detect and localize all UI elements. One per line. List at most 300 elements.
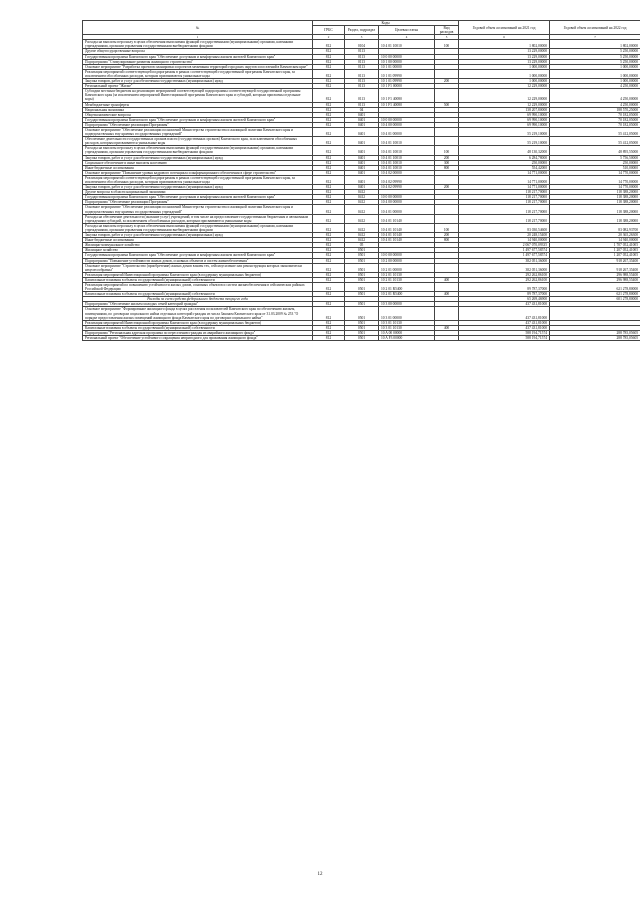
row-target: 10 3 00 00000 (379, 302, 435, 307)
row-name: Межбюджетные трансферты (83, 102, 313, 107)
row-target: 10 4 01 00000 (379, 205, 435, 214)
row-value-2021: 13 229,00000 (459, 59, 550, 64)
row-section: 04 (345, 107, 379, 112)
row-section: 0401 (345, 137, 379, 146)
row-grbs: 812 (313, 84, 345, 89)
row-section: 0501 (345, 263, 379, 272)
row-grbs: 812 (313, 59, 345, 64)
row-value-2022: 20 365,26300 (550, 233, 640, 238)
row-value-2022: 14 940,00000 (550, 238, 640, 243)
row-target: 10 1 F1 00000 (379, 84, 435, 89)
row-name: Другие вопросы в области национальной экономики (83, 190, 313, 195)
row-grbs: 812 (313, 89, 345, 102)
row-value-2022: 296 988,55400 (550, 277, 640, 282)
row-value-2021: 12 229,00000 (459, 102, 550, 107)
row-section: 0401 (345, 155, 379, 160)
row-grbs: 812 (313, 243, 345, 248)
row-value-2021: 89 787,37000 (459, 282, 550, 291)
row-value-2022: 288 785,05605 (550, 330, 640, 335)
row-name: Реализация мероприятий Инвестиционной программы Камчатского края (в поддержку муниципальных бюджетов) (83, 320, 313, 325)
row-target: 10 A 00 00000 (379, 330, 435, 335)
row-value-2022: 48 895,55000 (550, 146, 640, 155)
row-value-2021: 48 130,32000 (459, 146, 550, 155)
row-name: Подпрограмма "Обеспечение жильем молодых семей категорий граждан" (83, 302, 313, 307)
row-exp-type (435, 205, 459, 214)
row-target: 10 2 01 R5400 (379, 292, 435, 297)
row-grbs: 812 (313, 205, 345, 214)
table-row (83, 223, 640, 232)
row-value-2021: 20 248,15400 (459, 233, 550, 238)
col-index: 6 (459, 35, 550, 40)
row-target: 10 4 00 00000 (379, 200, 435, 205)
row-value-2022: 4 250,00000 (550, 102, 640, 107)
col-index: 7 (550, 35, 640, 40)
row-value-2022: 601 278,80000 (550, 297, 640, 302)
row-target: 10 0 00 00000 (379, 117, 435, 122)
row-section: 0501 (345, 258, 379, 263)
row-grbs: 812 (313, 336, 345, 341)
row-name: Жилищно-коммунальное хозяйство (83, 243, 313, 248)
row-grbs: 812 (313, 175, 345, 184)
row-name: Региональный проект "Обеспечение устойчивого сокращения непригодного для проживания жилищного фонда" (83, 336, 313, 341)
row-target: 10 4 02 09990 (379, 185, 435, 190)
header-section: Раздел, подраздел (345, 26, 379, 35)
row-value-2022: 1 000,00000 (550, 69, 640, 78)
row-value-2022: 14 770,00000 (550, 175, 640, 184)
row-value-2022 (550, 307, 640, 320)
row-name: Подпрограмма "Обеспечение реализации Программы" (83, 200, 313, 205)
row-value-2021: 1 802,00000 (459, 40, 550, 49)
row-grbs: 812 (313, 137, 345, 146)
row-section: 0401 (345, 146, 379, 155)
row-section: 0501 (345, 277, 379, 282)
row-target: 10 4 01 10140 (379, 233, 435, 238)
row-exp-type: 200 (435, 155, 459, 160)
row-section: 0501 (345, 272, 379, 277)
row-exp-type: 400 (435, 292, 459, 297)
row-section: 0501 (345, 248, 379, 253)
table-row (83, 175, 640, 184)
row-target: 10 2 00 00000 (379, 258, 435, 263)
row-name: Иные бюджетные ассигнования (83, 238, 313, 243)
row-value-2021: 588 194,71574 (459, 330, 550, 335)
row-target: 10 0 00 00000 (379, 253, 435, 258)
row-grbs: 812 (313, 69, 345, 78)
row-name: Расходы на выплаты персоналу в целях обеспечения выполнения функций государственными (муниципальными) органами, казенными учреждениями, органами управления государственными внебюджетными фондами (83, 223, 313, 232)
table-row (83, 307, 640, 320)
row-value-2022: 70 182,05000 (550, 112, 640, 117)
row-exp-type (435, 69, 459, 78)
row-exp-type: 200 (435, 79, 459, 84)
row-grbs: 812 (313, 330, 345, 335)
row-value-2022: 55 412,05000 (550, 137, 640, 146)
row-section: 0401 (345, 127, 379, 136)
header-grbs: ГРБС (313, 26, 345, 35)
row-target: 10 1 01 00000 (379, 64, 435, 69)
row-section: 0401 (345, 170, 379, 175)
row-target: 10 4 02 09990 (379, 175, 435, 184)
row-value-2021: 55 219,10000 (459, 137, 550, 146)
row-exp-type: 100 (435, 40, 459, 49)
row-grbs: 812 (313, 54, 345, 59)
row-name: Государственная программа Камчатского края "Обеспечение доступным и комфортным жильем жителей Камчатского края" (83, 54, 313, 59)
row-value-2021: 250,00000 (459, 160, 550, 165)
row-target: 10 2 01 10130 (379, 277, 435, 282)
row-exp-type (435, 263, 459, 272)
row-value-2021: 138 207,80000 (459, 107, 550, 112)
row-name: Основное мероприятие "Обеспечение реализации полномочий Министерства строительства и жилищной политики Камчатского края и подведомственных ему краевых государственных учреждений" (83, 127, 313, 136)
row-exp-type (435, 89, 459, 102)
row-section: 0501 (345, 336, 379, 341)
col-index: 3 (345, 35, 379, 40)
row-name: Реализация мероприятий Инвестиционной программы Камчатского края (в поддержку муниципальных бюджетов) (83, 272, 313, 277)
row-grbs: 812 (313, 272, 345, 277)
row-section: 0401 (345, 160, 379, 165)
row-exp-type (435, 282, 459, 291)
row-section: 0412 (345, 195, 379, 200)
row-section: 0501 (345, 320, 379, 325)
row-value-2021: 14 940,00000 (459, 238, 550, 243)
row-name: Региональный проект "Жилье" (83, 84, 313, 89)
row-exp-type: 200 (435, 185, 459, 190)
row-value-2022: 1 207 052,41005 (550, 248, 640, 253)
row-section: 0412 (345, 205, 379, 214)
row-target: 10 4 01 10010 (379, 146, 435, 155)
row-section: 0401 (345, 112, 379, 117)
table-row (83, 263, 640, 272)
row-section: 0113 (345, 89, 379, 102)
row-name: Основное мероприятие "Строительство (приобретение) жилых домов взамен тех, сейсмоусиление или реконструкция которых экономически нецелесообразны" (83, 263, 313, 272)
row-value-2021: 437 431,81000 (459, 325, 550, 330)
row-target: 10 4 02 00000 (379, 170, 435, 175)
row-name: Субсидии местным бюджетам на реализацию мероприятий соответствующей подпрограммы соответствующей государственной программы Камчатского края (за исключением мероприятий Инвестиционной программы Камчатского края и субсидий, которым присвоены отдельные коды) (83, 89, 313, 102)
row-exp-type (435, 336, 459, 341)
row-value-2022: 4 250,00000 (550, 89, 640, 102)
row-value-2021: 69 990,10000 (459, 122, 550, 127)
row-value-2021: 12 229,00000 (459, 89, 550, 102)
col-index: 4 (379, 35, 435, 40)
table-row (83, 137, 640, 146)
row-section: 0104 (345, 40, 379, 49)
row-name: Обеспечение деятельности государственных органов власти (государственных органов) Камчатского края, за исключением обособленных расходов, которым присваиваются уникальные коды (83, 137, 313, 146)
row-grbs: 812 (313, 160, 345, 165)
row-value-2022: 918 267,35400 (550, 258, 640, 263)
row-name: Реализация мероприятий по повышению устойчивости жилых домов, основных объектов и систем жизнеобеспечения в сейсмических районах Российской Федерации (83, 282, 313, 291)
row-grbs: 812 (313, 214, 345, 223)
row-value-2022: 288 785,05605 (550, 336, 640, 341)
row-section: 0501 (345, 330, 379, 335)
row-grbs: 812 (313, 195, 345, 200)
row-target: 10 1 01 09990 (379, 69, 435, 78)
row-value-2022: 70 182,05000 (550, 117, 640, 122)
header-target: Целевая статья (379, 26, 435, 35)
row-value-2021: 1 000,00000 (459, 79, 550, 84)
row-grbs: 812 (313, 146, 345, 155)
table-row (83, 336, 640, 341)
row-grbs: 812 (313, 107, 345, 112)
row-value-2021: 12 229,00000 (459, 84, 550, 89)
row-name: Подпрограмма "Обеспечение реализации Программы" (83, 122, 313, 127)
row-value-2021: 437 431,81000 (459, 307, 550, 320)
row-value-2021: 1 000,00000 (459, 64, 550, 69)
row-section: 0412 (345, 223, 379, 232)
row-grbs: 812 (313, 102, 345, 107)
row-exp-type: 800 (435, 238, 459, 243)
row-grbs: 812 (313, 277, 345, 282)
row-name: Социальное обеспечение и иные выплаты населению (83, 160, 313, 165)
table-row (83, 282, 640, 291)
row-value-2021: 83 030,54600 (459, 223, 550, 232)
row-section: 0501 (345, 292, 379, 297)
row-grbs: 812 (313, 49, 345, 54)
row-grbs: 812 (313, 233, 345, 238)
row-name: Капитальные вложения в объекты государственной (муниципальной) собственности (83, 325, 313, 330)
budget-table (82, 20, 640, 341)
row-value-2022: 1 707 052,41005 (550, 243, 640, 248)
row-value-2021: 55 219,10000 (459, 127, 550, 136)
row-exp-type: 200 (435, 233, 459, 238)
row-grbs: 812 (313, 263, 345, 272)
table-row (83, 214, 640, 223)
row-target: 10 0 00 00000 (379, 54, 435, 59)
row-section: 05 (345, 243, 379, 248)
row-name: Закупка товаров, работ и услуг для обеспечения государственных (муниципальных) нужд (83, 79, 313, 84)
row-value-2022: 14 770,00000 (550, 170, 640, 175)
row-name: Подпрограмма "Стимулирование развития жилищного строительства" (83, 59, 313, 64)
row-value-2021: 69 990,10000 (459, 112, 550, 117)
row-section: 0412 (345, 200, 379, 205)
row-grbs: 812 (313, 185, 345, 190)
row-target: 10 1 F1 40080 (379, 89, 435, 102)
row-value-2022: 621 278,80000 (550, 282, 640, 291)
row-section: 0501 (345, 307, 379, 320)
row-name: Другие общегосударственные вопросы (83, 49, 313, 54)
row-grbs: 812 (313, 40, 345, 49)
row-exp-type (435, 175, 459, 184)
row-grbs: 812 (313, 170, 345, 175)
header-2021: Годовой объем ассигнований на 2021 год (459, 21, 550, 35)
row-name: Реализация мероприятий соответствующей подпрограммы в рамках соответствующей государственной программы Камчатского края, за исключением обособленных расходов, которым присваиваются уникальные коды (83, 175, 313, 184)
row-section: 0412 (345, 233, 379, 238)
row-name: Основное мероприятие "Формирование жилищного фонда в целях расселения пользователей Камчатского края по обеспечению жильем, помещениями, по договорам социального найма отдельных категорий граждан из числа Законом Камчатского края от 31.03.2009 № 253 "О порядке предоставления жилых помещений жилищного фонда Камчатского края по договорам социального найма" (83, 307, 313, 320)
row-value-2021: 437 431,81000 (459, 320, 550, 325)
row-target: 10 4 01 10010 (379, 40, 435, 49)
row-section: 0501 (345, 282, 379, 291)
row-name: Основное мероприятие "Разработка проектов планировки и проектов межевания территорий городских округов и поселений в Камчатском крае" (83, 64, 313, 69)
row-value-2022: 250,00000 (550, 160, 640, 165)
row-value-2022: 83 082,93700 (550, 223, 640, 232)
row-name: Реализация мероприятий соответствующей подпрограммы в рамках соответствующей государственной программы Камчатского края, за исключением обособленных расходов, которым присваиваются уникальные коды (83, 69, 313, 78)
row-grbs: 812 (313, 79, 345, 84)
row-section: 0113 (345, 54, 379, 59)
row-target: 10 2 01 10130 (379, 272, 435, 277)
row-name: Национальная экономика (83, 107, 313, 112)
row-grbs: 812 (313, 320, 345, 325)
row-target: 10 4 01 10010 (379, 165, 435, 170)
row-value-2021: 14 771,00000 (459, 175, 550, 184)
row-target: 10 3 01 10130 (379, 325, 435, 330)
row-value-2021: 382 051,36000 (459, 258, 550, 263)
row-value-2022: 118 388,20000 (550, 195, 640, 200)
row-grbs: 812 (313, 248, 345, 253)
table-row (83, 146, 640, 155)
table-row (83, 89, 640, 102)
row-section: 0501 (345, 302, 379, 307)
table-row (83, 205, 640, 214)
row-exp-type (435, 307, 459, 320)
row-name: Закупка товаров, работ и услуг для обеспечения государственных (муниципальных) нужд (83, 233, 313, 238)
row-value-2021: 292 262,86100 (459, 272, 550, 277)
row-grbs: 812 (313, 258, 345, 263)
row-grbs: 812 (313, 64, 345, 69)
row-grbs: 812 (313, 190, 345, 195)
row-target: 10 3 01 00000 (379, 307, 435, 320)
row-section: 0401 (345, 117, 379, 122)
row-grbs: 812 (313, 292, 345, 297)
row-value-2022: 5 250,00000 (550, 59, 640, 64)
row-exp-type: 800 (435, 165, 459, 170)
row-value-2021: 2 067 070,09335 (459, 243, 550, 248)
row-value-2021: 89 787,37000 (459, 292, 550, 297)
row-value-2021: 118 217,70000 (459, 214, 550, 223)
row-target: 10 4 01 10010 (379, 137, 435, 146)
row-name: Государственная программа Камчатского края "Обеспечение доступным и комфортным жильем жителей Камчатского края" (83, 253, 313, 258)
row-name: Капитальные вложения в объекты государственной (муниципальной) собственности (83, 277, 313, 282)
row-value-2022: 1 802,00000 (550, 40, 640, 49)
row-section: 0401 (345, 185, 379, 190)
budget-document-page (82, 20, 640, 341)
row-name: Капитальные вложения в объекты государственной (муниципальной) собственности (83, 292, 313, 297)
row-value-2022: 55 412,05000 (550, 127, 640, 136)
row-name: Закупка товаров, работ и услуг для обеспечения государственных (муниципальных) нужд (83, 185, 313, 190)
row-value-2021: 69 990,10000 (459, 117, 550, 122)
row-grbs: 812 (313, 282, 345, 291)
table-row (83, 40, 640, 49)
row-value-2022: 118 388,20000 (550, 214, 640, 223)
row-value-2022: 5 250,00000 (550, 49, 640, 54)
row-value-2021: 14 771,00000 (459, 185, 550, 190)
row-grbs: 812 (313, 127, 345, 136)
row-name: Подпрограмма "Региональная адресная программа по переселению граждан из аварийного жилищного фонда" (83, 330, 313, 335)
row-value-2022: 118 388,20000 (550, 190, 640, 195)
row-value-2021: 14 771,00000 (459, 170, 550, 175)
row-grbs: 812 (313, 238, 345, 243)
row-value-2021: 6 284,78000 (459, 155, 550, 160)
row-name: Расходы на обеспечение деятельности (оказание услуг) учреждений, в том числе на предоставление государственным бюджетным и автономным учреждениям субсидий, за исключением обособленных расходов, которым присваиваются уникальные коды (83, 214, 313, 223)
header-codes: Коды (313, 21, 459, 26)
row-exp-type (435, 127, 459, 136)
row-target: 10 3 01 10130 (379, 320, 435, 325)
row-name: Закупка товаров, работ и услуг для обеспечения государственных (муниципальных) нужд (83, 155, 313, 160)
row-name: Жилищное хозяйство (83, 248, 313, 253)
row-section: 0113 (345, 84, 379, 89)
row-target: 10 4 01 10010 (379, 155, 435, 160)
row-section: 0113 (345, 64, 379, 69)
col-index: 5 (435, 35, 459, 40)
row-grbs: 812 (313, 165, 345, 170)
row-target: 10 4 01 00000 (379, 127, 435, 136)
row-value-2022: 5 756,50000 (550, 155, 640, 160)
header-number: № (83, 21, 313, 35)
row-value-2021: 382 051,36000 (459, 263, 550, 272)
row-target: 10 4 01 10140 (379, 238, 435, 243)
row-value-2021: 65 269,46900 (459, 297, 550, 302)
row-value-2021: 1 497 677,58574 (459, 253, 550, 258)
row-target: 10 2 01 R5400 (379, 282, 435, 291)
row-section: 0113 (345, 79, 379, 84)
row-name: Основное мероприятие "Повышение уровня кадрового потенциала и информационного обеспечения в сфере строительства" (83, 170, 313, 175)
header-exp-type: Вид расходов (435, 26, 459, 35)
row-target: 10 1 01 09990 (379, 79, 435, 84)
row-grbs: 812 (313, 307, 345, 320)
row-section: 0412 (345, 238, 379, 243)
row-value-2021: 118 217,70000 (459, 195, 550, 200)
row-value-2021: 13 229,00000 (459, 54, 550, 59)
row-value-2022: 14 770,00000 (550, 185, 640, 190)
header-2022: Годовой объем ассигнований на 2022 год (550, 21, 640, 35)
row-target: 10 1 00 00000 (379, 59, 435, 64)
row-exp-type: 400 (435, 277, 459, 282)
row-exp-type: 300 (435, 160, 459, 165)
row-grbs: 812 (313, 117, 345, 122)
row-value-2022: 118 388,20000 (550, 205, 640, 214)
row-value-2022: 4 250,00000 (550, 84, 640, 89)
row-value-2021: 118 217,70000 (459, 205, 550, 214)
row-name: Расходы на выплаты персоналу в целях обеспечения выполнения функций государственными (муниципальными) органами, казенными учреждениями, органами управления государственными внебюджетными фондами (83, 40, 313, 49)
table-row (83, 69, 640, 78)
row-name: Иные бюджетные ассигнования (83, 165, 313, 170)
row-target: 10 4 01 10140 (379, 223, 435, 232)
row-value-2022: 188 570,25000 (550, 107, 640, 112)
row-value-2022: 1 207 052,41005 (550, 253, 640, 258)
row-value-2022: 621 278,80000 (550, 292, 640, 297)
row-section: 0412 (345, 190, 379, 195)
row-section: 0113 (345, 102, 379, 107)
row-target: 10 1 F1 40080 (379, 102, 435, 107)
row-section: 0401 (345, 122, 379, 127)
row-value-2021: 118 217,70000 (459, 200, 550, 205)
row-value-2021: 437 431,81000 (459, 302, 550, 307)
row-name: Общеэкономические вопросы (83, 112, 313, 117)
row-grbs: 812 (313, 325, 345, 330)
row-grbs: 812 (313, 302, 345, 307)
row-exp-type (435, 137, 459, 146)
col-index: 1 (83, 35, 313, 40)
row-section: 0401 (345, 175, 379, 184)
row-name: Подпрограмма "Повышение устойчивости жилых домов, основных объектов и систем жизнеобеспечения" (83, 258, 313, 263)
row-name: Расходы за счет средств федерального бюджета текущего года (83, 297, 313, 302)
row-value-2021: 292 262,86100 (459, 277, 550, 282)
row-name: Расходы на выплаты персоналу в целях обеспечения выполнения функций государственными (муниципальными) органами, казенными учреждениями, органами управления государственными внебюджетными фондами (83, 146, 313, 155)
row-value-2022: 510,00000 (550, 165, 640, 170)
row-grbs: 812 (313, 122, 345, 127)
row-target: 10 4 01 10010 (379, 160, 435, 165)
row-section: 0412 (345, 214, 379, 223)
row-name: Государственная программа Камчатского края "Обеспечение доступным и комфортным жильем жителей Камчатского края" (83, 195, 313, 200)
row-name: Основное мероприятие "Обеспечение реализации полномочий Министерства строительства и жилищной политики Камчатского края и подведомственных ему краевых государственных учреждений" (83, 205, 313, 214)
row-name: Государственная программа Камчатского края "Обеспечение доступным и комфортным жильем жителей Камчатского края" (83, 117, 313, 122)
row-value-2022: 70 182,05000 (550, 122, 640, 127)
col-index: 2 (313, 35, 345, 40)
row-section: 0501 (345, 253, 379, 258)
row-exp-type: 500 (435, 102, 459, 107)
row-grbs: 812 (313, 155, 345, 160)
row-target: 10 2 01 00000 (379, 263, 435, 272)
row-target: 10 A F3 00000 (379, 336, 435, 341)
row-value-2022: 918 267,35400 (550, 263, 640, 272)
row-value-2022: 296 988,55400 (550, 272, 640, 277)
row-value-2021: 118 217,70000 (459, 190, 550, 195)
